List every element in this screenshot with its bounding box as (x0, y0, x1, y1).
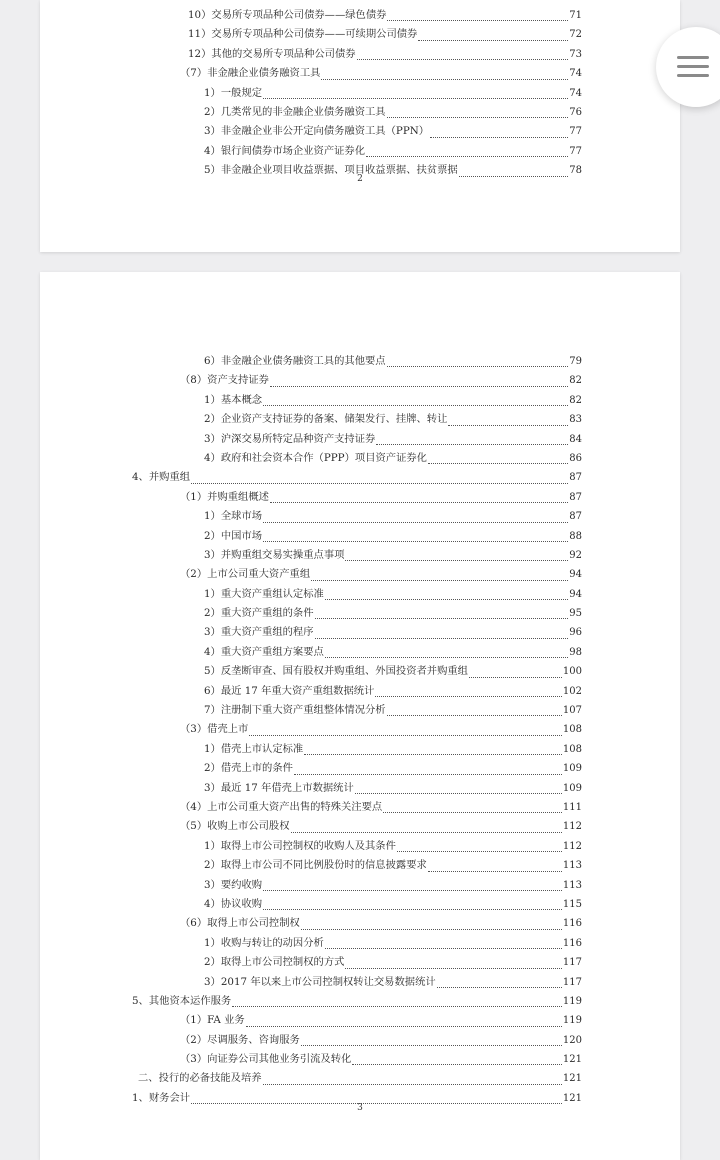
toc-entry-page: 72 (569, 29, 582, 41)
toc-entry (40, 934, 680, 953)
toc-entry (40, 973, 680, 992)
toc-entry-page: 76 (569, 106, 582, 118)
dot-leader (387, 710, 562, 716)
toc-entry-page: 96 (569, 627, 582, 639)
dot-leader (397, 846, 562, 852)
dot-leader (263, 904, 562, 910)
toc-entry-title: 2）取得上市公司控制权的方式 (204, 956, 345, 969)
toc-entry-title: 1）基本概念 (204, 393, 263, 406)
toc-entry-title: 1）一般规定 (204, 86, 263, 99)
toc-entry (40, 1031, 680, 1050)
toc-entry-title: 3）并购重组交易实操重点事项 (204, 548, 345, 561)
hamburger-menu-icon-bar (677, 74, 709, 77)
toc-list (40, 6, 680, 181)
toc-entry (40, 837, 680, 856)
toc-entry-page: 73 (569, 48, 582, 60)
toc-entry (40, 142, 680, 161)
toc-entry-title: 二、投行的必备技能及培养 (138, 1072, 262, 1085)
toc-entry (40, 527, 680, 546)
toc-entry-title: 6）非金融企业债务融资工具的其他要点 (204, 355, 386, 367)
toc-entry-title: 2）取得上市公司不同比例股份时的信息披露要求 (204, 859, 427, 872)
toc-list (40, 352, 680, 1108)
toc-entry-title: 2）企业资产支持证券的备案、储架发行、挂牌、转让 (204, 413, 448, 426)
toc-entry-title: 12）其他的交易所专项品种公司债券 (188, 47, 356, 60)
dot-leader (304, 749, 562, 755)
dot-leader (428, 866, 562, 872)
toc-entry-page: 108 (562, 724, 582, 736)
dot-leader (263, 400, 568, 406)
toc-entry (40, 430, 680, 449)
dot-leader (430, 132, 568, 138)
toc-entry-title: 1）取得上市公司控制权的收购人及其条件 (204, 839, 396, 852)
dot-leader (263, 517, 568, 523)
dot-leader (263, 885, 562, 891)
toc-entry-page: 116 (562, 918, 582, 930)
toc-entry-title: 5）非金融企业项目收益票据、项目收益票据、扶贫票据 (204, 164, 458, 177)
toc-entry (40, 449, 680, 468)
toc-entry (40, 507, 680, 526)
toc-entry (40, 25, 680, 44)
toc-entry-title: 1）收购与转让的动因分析 (204, 936, 324, 949)
toc-entry-page: 83 (569, 414, 582, 426)
toc-entry-title: 3）要约收购 (204, 878, 263, 891)
toc-entry-title: 4、并购重组 (132, 471, 191, 484)
toc-entry (40, 779, 680, 798)
toc-entry-title: （4）上市公司重大资产出售的特殊关注要点 (180, 800, 383, 813)
dot-leader (352, 1059, 562, 1065)
toc-entry-title: 11）交易所专项品种公司债券——可续期公司债券 (188, 28, 418, 41)
toc-entry-page: 87 (569, 511, 582, 523)
dot-leader (249, 730, 562, 736)
toc-entry-title: （3）借壳上市 (180, 723, 249, 736)
toc-entry-page: 98 (569, 646, 582, 658)
toc-entry (40, 585, 680, 604)
toc-entry-title: 3）沪深交易所特定品种资产支持证券 (204, 432, 376, 445)
toc-entry-title: 4）政府和社会资本合作（PPP）项目资产证券化 (204, 451, 427, 464)
toc-entry-page: 77 (569, 145, 582, 157)
toc-entry (40, 546, 680, 565)
toc-entry-page: 109 (562, 782, 582, 794)
toc-entry-page: 71 (569, 10, 582, 21)
dot-leader (376, 439, 568, 445)
document-page-2 (40, 0, 680, 252)
toc-entry-page: 109 (562, 763, 582, 775)
toc-entry-page: 117 (562, 976, 582, 988)
toc-entry-title: 6）最近 17 年重大资产重组数据统计 (204, 684, 375, 697)
dot-leader (387, 15, 568, 21)
toc-entry-title: （5）收购上市公司股权 (180, 820, 290, 833)
toc-entry-title: 3）2017 年以来上市公司控制权转让交易数据统计 (204, 975, 436, 988)
toc-entry-title: （8）资产支持证券 (180, 374, 269, 387)
toc-entry (40, 45, 680, 64)
toc-entry (40, 352, 680, 371)
toc-entry (40, 64, 680, 83)
dot-leader (291, 827, 562, 833)
dot-leader (301, 1040, 562, 1046)
toc-entry (40, 1050, 680, 1069)
toc-entry-title: 2）中国市场 (204, 529, 263, 542)
toc-entry (40, 701, 680, 720)
dot-leader (355, 788, 562, 794)
toc-entry-page: 107 (562, 705, 582, 717)
dot-leader (437, 982, 562, 988)
toc-entry (40, 876, 680, 895)
toc-entry-page: 113 (562, 879, 582, 891)
toc-entry-page: 87 (569, 491, 582, 503)
toc-entry (40, 6, 680, 25)
toc-entry-title: 7）注册制下重大资产重组整体情况分析 (204, 704, 386, 717)
toc-entry-page: 119 (562, 995, 582, 1007)
page-number: 3 (357, 1103, 363, 1113)
toc-entry-page: 78 (569, 165, 582, 177)
toc-entry-page: 87 (569, 472, 582, 484)
toc-entry-title: （2）上市公司重大资产重组 (180, 568, 311, 581)
hamburger-menu-icon-bar (677, 65, 709, 68)
toc-entry-title: 2）几类常见的非金融企业债务融资工具 (204, 105, 386, 118)
toc-entry (40, 391, 680, 410)
toc-entry-page: 102 (562, 685, 582, 697)
toc-entry (40, 895, 680, 914)
toc-entry-page: 74 (569, 87, 582, 99)
toc-entry (40, 662, 680, 681)
toc-entry-page: 113 (562, 860, 582, 872)
dot-leader (387, 112, 569, 118)
toc-entry-title: 1）重大资产重组认定标准 (204, 587, 324, 600)
document-page-3 (40, 272, 680, 1160)
toc-entry-title: 4）重大资产重组方案要点 (204, 645, 324, 658)
dot-leader (263, 536, 568, 542)
toc-entry-page: 88 (569, 530, 582, 542)
dot-leader (263, 93, 568, 99)
dot-leader (232, 1001, 562, 1007)
toc-entry-page: 77 (569, 126, 582, 138)
toc-entry (40, 1011, 680, 1030)
toc-entry (40, 720, 680, 739)
toc-entry (40, 371, 680, 390)
toc-entry-page: 116 (562, 937, 582, 949)
toc-entry-page: 74 (569, 68, 582, 80)
dot-leader (315, 633, 569, 639)
toc-entry (40, 953, 680, 972)
toc-entry-page: 108 (562, 743, 582, 755)
dot-leader (311, 575, 568, 581)
toc-entry (40, 643, 680, 662)
toc-entry (40, 759, 680, 778)
toc-entry (40, 856, 680, 875)
toc-entry (40, 914, 680, 933)
toc-entry (40, 103, 680, 122)
toc-entry-title: 1）全球市场 (204, 510, 263, 523)
dot-leader (383, 807, 562, 813)
dot-leader (270, 497, 568, 503)
toc-entry-page: 112 (562, 821, 582, 833)
toc-entry (40, 565, 680, 584)
toc-entry-page: 94 (569, 569, 582, 581)
toc-entry-page: 115 (562, 898, 582, 910)
toc-entry-title: 2）借壳上市的条件 (204, 762, 293, 775)
dot-leader (325, 652, 568, 658)
dot-leader (469, 672, 562, 678)
toc-entry (40, 1069, 680, 1088)
toc-entry-page: 121 (562, 1054, 582, 1066)
toc-entry-page: 92 (569, 549, 582, 561)
toc-entry-page: 121 (562, 1073, 582, 1085)
toc-entry-page: 121 (562, 1092, 582, 1104)
toc-entry-title: （1）并购重组概述 (180, 490, 269, 503)
toc-entry-page: 94 (569, 588, 582, 600)
toc-entry-page: 112 (562, 840, 582, 852)
dot-leader (321, 74, 568, 80)
toc-entry-title: 3）重大资产重组的程序 (204, 626, 314, 639)
dot-leader (315, 613, 569, 619)
dot-leader (246, 1021, 562, 1027)
toc-entry-title: 3）非金融企业非公开定向债务融资工具（PPN） (204, 125, 430, 138)
toc-entry-title: （2）尽调服务、咨询服务 (180, 1033, 300, 1046)
toc-entry-page: 82 (569, 375, 582, 387)
toc-entry-title: 5）反垄断审查、国有股权并购重组、外国投资者并购重组 (204, 665, 468, 678)
toc-entry (40, 623, 680, 642)
toc-entry-title: （6）取得上市公司控制权 (180, 917, 300, 930)
dot-leader (448, 420, 568, 426)
toc-entry (40, 740, 680, 759)
toc-entry-page: 100 (562, 666, 582, 678)
toc-entry-title: 4）银行间债券市场企业资产证券化 (204, 144, 366, 157)
toc-entry-title: （1）FA 业务 (180, 1014, 245, 1027)
dot-leader (294, 769, 562, 775)
toc-entry (40, 488, 680, 507)
toc-entry-title: 3）最近 17 年借壳上市数据统计 (204, 781, 354, 794)
dot-leader (325, 943, 562, 949)
toc-entry (40, 84, 680, 103)
toc-entry-page: 86 (569, 452, 582, 464)
toc-entry-page: 84 (569, 433, 582, 445)
dot-leader (387, 361, 569, 367)
toc-entry-title: （3）向证券公司其他业务引流及转化 (180, 1053, 352, 1066)
toc-entry-page: 119 (562, 1015, 582, 1027)
dot-leader (263, 1079, 562, 1085)
toc-entry-title: 1、财务会计 (132, 1091, 191, 1104)
toc-entry-title: 1）借壳上市认定标准 (204, 742, 304, 755)
toc-entry (40, 604, 680, 623)
toc-entry (40, 992, 680, 1011)
dot-leader (301, 924, 562, 930)
toc-entry (40, 122, 680, 141)
dot-leader (357, 54, 569, 60)
page-number: 2 (357, 174, 363, 184)
dot-leader (428, 458, 568, 464)
dot-leader (270, 381, 568, 387)
dot-leader (191, 478, 568, 484)
dot-leader (418, 35, 568, 41)
dot-leader (366, 151, 568, 157)
toc-entry (40, 682, 680, 701)
dot-leader (325, 594, 568, 600)
toc-entry-page: 82 (569, 394, 582, 406)
toc-entry (40, 817, 680, 836)
toc-entry-title: 2）重大资产重组的条件 (204, 607, 314, 620)
hamburger-menu-icon (677, 56, 709, 59)
dot-leader (345, 963, 561, 969)
toc-entry (40, 410, 680, 429)
toc-entry (40, 468, 680, 487)
toc-entry-title: 4）协议收购 (204, 897, 263, 910)
dot-leader (345, 555, 568, 561)
toc-entry-page: 120 (562, 1034, 582, 1046)
toc-entry-page: 117 (562, 957, 582, 969)
toc-entry (40, 798, 680, 817)
toc-entry-title: （7）非金融企业债务融资工具 (180, 67, 321, 80)
toc-entry-page: 95 (569, 608, 582, 620)
toc-entry-title: 10）交易所专项品种公司债券——绿色债券 (188, 9, 387, 21)
toc-entry-page: 111 (562, 801, 582, 813)
toc-entry-page: 79 (569, 356, 582, 367)
dot-leader (375, 691, 562, 697)
toc-entry-title: 5、其他资本运作服务 (132, 994, 232, 1007)
